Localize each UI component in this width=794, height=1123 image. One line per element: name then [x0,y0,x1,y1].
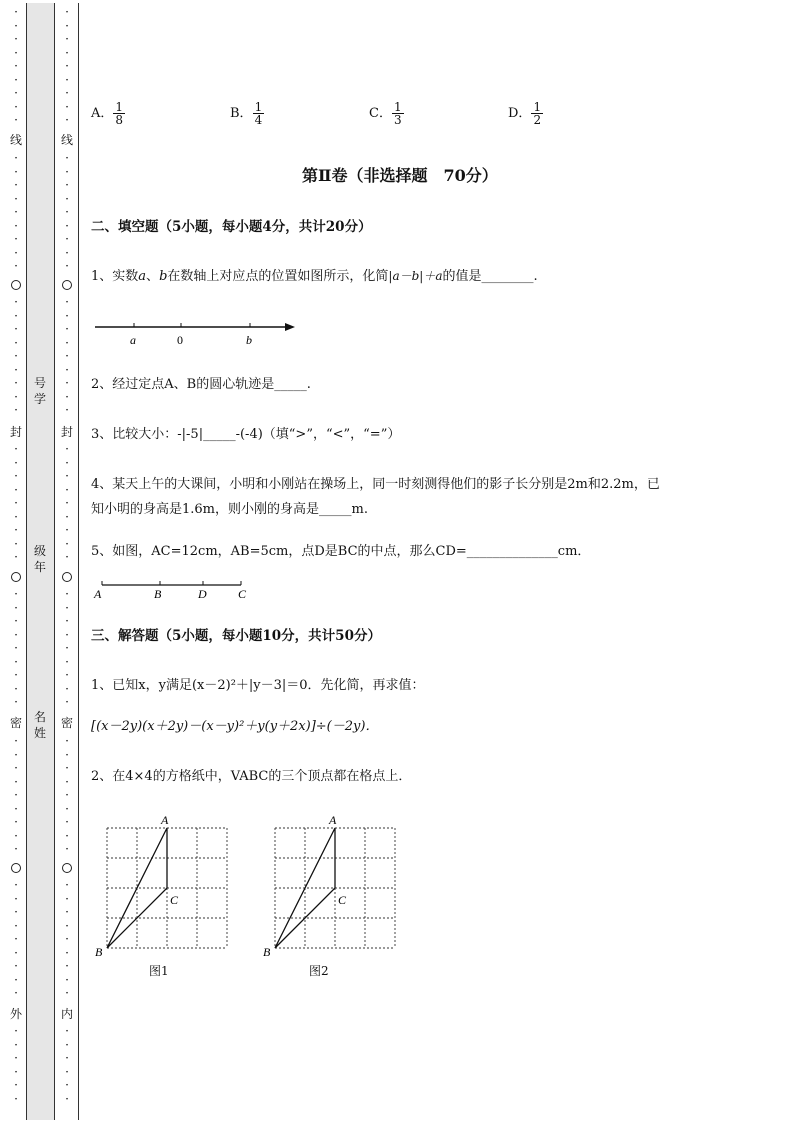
figure-1-caption: 图1 [149,964,169,978]
choice-letter: B． [230,106,253,121]
choice-letter: D． [508,106,532,121]
choice-letter: A． [91,106,114,121]
fraction: $\frac{1}{3}$ [393,100,402,127]
seal-mark: 封 [60,425,73,439]
dotted-line: · · · · · · · · · [14,5,18,127]
question-3-2: 2、在4×4的方格纸中，VABC的三个顶点都在格点上． [91,769,412,784]
binding-margin-inner [54,3,79,1120]
seal-mark: 内 [60,1007,73,1021]
binding-hole-icon [62,280,72,290]
dotted-line: · · · · · · · · · [14,734,18,856]
seal-mark: 线 [60,133,73,147]
dotted-line: · · · · · · · · · [65,295,69,417]
section-heading: 二、填空题（5小题，每小题4分，共计20分） [91,219,372,235]
choice-c [369,101,404,126]
vertex-B-label: B [95,945,103,959]
label-a: a [130,333,136,347]
vertex-A-label: A [161,813,169,827]
question-2-1: 1、实数a、b在数轴上对应点的位置如图所示，化简|a－b|＋a的值是________. [91,269,538,284]
question-2-2: 2、经过定点A、B的圆心轨迹是_____. [91,377,311,392]
grid-figure-2 [263,810,403,960]
choice-a [91,101,125,126]
dotted-line: · · · · · · · · · [14,295,18,417]
question-3-1-line2: [(x－2y)(x＋2y)－(x－y)²＋y(y＋2x)]÷(－2y)． [91,719,379,734]
point-B-label: B [154,587,162,601]
binding-hole-icon [62,572,72,582]
arrow-icon [285,323,295,331]
point-D-label: D [198,587,207,601]
dotted-line: · · · · · · · · · [14,442,18,564]
fraction: $\frac{1}{8}$ [115,100,124,127]
segment-figure [93,576,253,602]
vertex-C-label: C [338,893,347,907]
dotted-line: · · · · · · · · · [65,442,69,564]
seal-mark: 外 [9,1007,22,1021]
question-3-1-line1: 1、已知x，y满足(x－2)²＋|y－3|＝0．先化简，再求值： [91,678,425,693]
dotted-line: · · · · · · · · · [14,151,18,273]
seal-mark: 密 [60,716,73,730]
question-2-4-line1: 4、某天上午的大课间，小明和小刚站在操场上，同一时刻测得他们的影子长分别是2m和2.2m，已 [91,477,660,492]
binding-hole-icon [62,863,72,873]
dotted-line: · · · · · · · · · [65,151,69,273]
dotted-line: · · · · · · [14,1024,18,1106]
grid-figure-1 [95,810,235,960]
section-heading: 三、解答题（5小题，每小题10分，共计50分） [91,628,381,644]
vertex-B-label: B [263,945,271,959]
choice-b [230,101,264,126]
dotted-line: · · · · · · · · · [65,734,69,856]
name-label: 名 姓 [33,710,46,740]
seal-mark: 密 [9,716,22,730]
vertex-A-label: A [329,813,337,827]
label-b: b [246,333,252,347]
label-0: 0 [177,333,183,347]
vertex-C-label: C [170,893,179,907]
binding-hole-icon [11,863,21,873]
binding-hole-icon [11,572,21,582]
point-A-label: A [94,587,102,601]
student-info-column [26,3,55,1120]
figure-2-caption: 图2 [309,964,329,978]
choice-d [508,101,543,126]
dotted-line: · · · · · · [65,1024,69,1106]
number-line-figure [95,316,305,350]
fraction: $\frac{1}{2}$ [533,100,542,127]
dotted-line: · · · · · · · · · [14,587,18,709]
class-label: 级 年 [33,544,46,574]
student-number-label: 号 学 [33,376,46,406]
part-title: 第Ⅱ卷（非选择题 70分） [302,166,498,185]
question-2-4-line2: 知小明的身高是1.6m，则小刚的身高是_____m. [91,502,368,517]
binding-hole-icon [11,280,21,290]
dotted-line: · · · · · · · · · [65,5,69,127]
dotted-line: · · · · · · · · · [65,878,69,1000]
question-2-5: 5、如图，AC=12cm，AB=5cm，点D是BC的中点，那么CD=______________cm． [91,544,591,559]
fraction: $\frac{1}{4}$ [254,100,263,127]
question-2-3: 3、比较大小：-|-5|_____-(-4)（填“>”，“<”，“=”） [91,427,401,442]
seal-mark: 封 [9,425,22,439]
dotted-line: · · · · · · · · · [14,878,18,1000]
point-C-label: C [238,587,247,601]
seal-mark: 线 [9,133,22,147]
dotted-line: · · · · · · · · · [65,587,69,709]
choice-letter: C． [369,106,392,121]
